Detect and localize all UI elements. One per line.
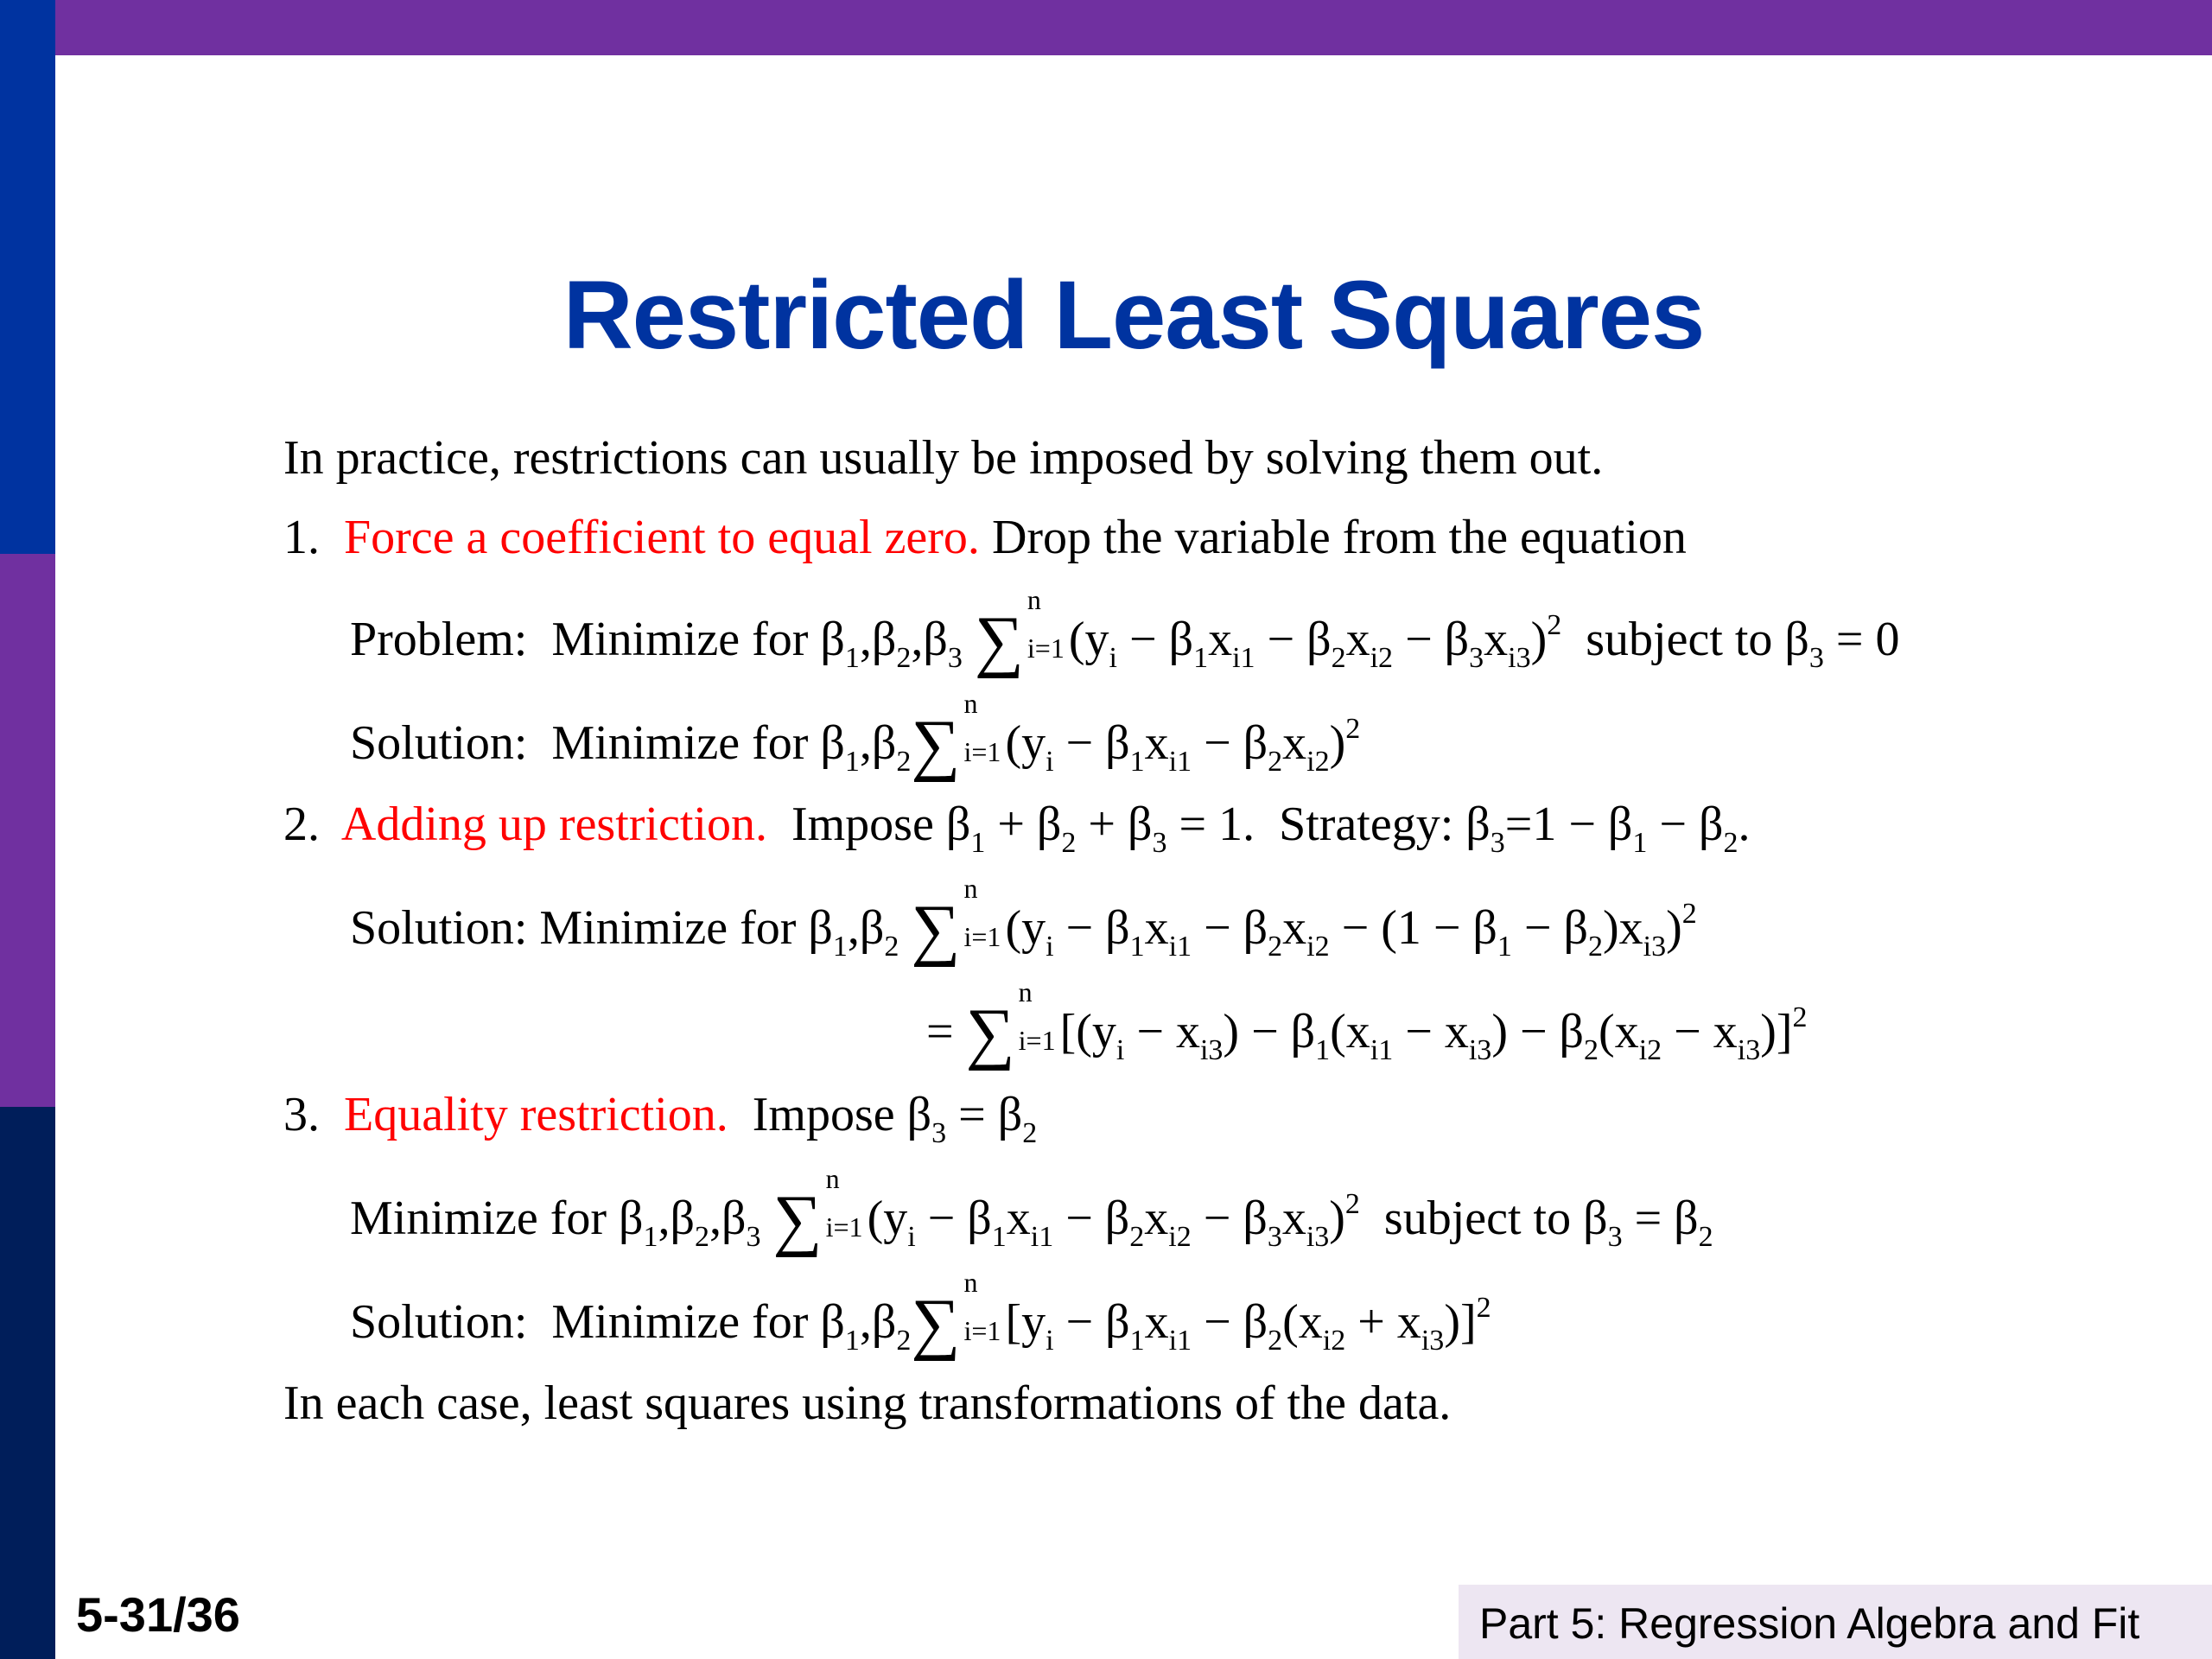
item-1-solution-equation: Solution: Minimize for $\beta_1,\beta_2\sum$ n i=1 $(y_i - \beta_1x_{i1} - \beta_2x_{i2})^2$ bbox=[350, 688, 1361, 783]
item-1-number: 1. bbox=[283, 511, 320, 564]
item-1 bbox=[283, 513, 1687, 562]
conclusion-text: In each case, least squares using transformations of the data. bbox=[283, 1376, 1452, 1430]
item-3-text: Impose $\beta_3 = \beta_2$ bbox=[752, 1088, 1038, 1149]
footer-part-label: Part 5: Regression Algebra and Fit bbox=[1479, 1599, 2140, 1648]
item-2-solution-continuation: = ∑ n i=1 $[(y_i - x_{i3}) - \beta_1(x_{i1} - x_{i3}) - \beta_2(x_{i2} - x_{i3})]^2$ bbox=[926, 976, 1808, 1071]
item-3-solution-equation: Solution: Minimize for $\beta_1,\beta_2\sum$ n i=1 $[y_i - \beta_1x_{i1} - \beta_2(x_{i2} + x_{i3})]^2$ bbox=[350, 1267, 1491, 1362]
slide-page-number: 5-31/36 bbox=[76, 1587, 240, 1642]
item-2 bbox=[283, 800, 1750, 858]
item-3-number: 3. bbox=[283, 1088, 320, 1141]
item-1-label: Force a coefficient to equal zero. bbox=[344, 511, 980, 564]
item-1-text: Drop the variable from the equation bbox=[991, 511, 1687, 564]
item-1-problem-equation: Problem: Minimize for $\beta_1,\beta_2,\beta_3$ ∑ n i=1 $(y_i - \beta_1x_{i1} - \beta_2x_{i2} - \beta_3x_{i3})^2$ subject to $\beta_3 = 0$ bbox=[350, 584, 1900, 679]
item-3-label: Equality restriction. bbox=[344, 1088, 728, 1141]
item-2-label: Adding up restriction. bbox=[340, 798, 767, 851]
item-2-solution-equation: Solution: Minimize for $\beta_1,\beta_2$ ∑ n i=1 $(y_i - \beta_1x_{i1} - \beta_2x_{i2} - (1 - \beta_1 - \beta_2)x_{i3})^2$ bbox=[350, 873, 1697, 968]
item-3-problem-equation: Minimize for $\beta_1,\beta_2,\beta_3$ ∑ n i=1 $(y_i - \beta_1x_{i1} - \beta_2x_{i2} - \beta_3x_{i3})^2$ subject to $\beta_3 = \beta_2$ bbox=[350, 1163, 1713, 1258]
item-3 bbox=[283, 1090, 1037, 1148]
item-2-text: Impose $\beta_1 + \beta_2 + \beta_3 = 1$. Strategy: $\beta_3=1 - \beta_1 - \beta_2$. bbox=[791, 798, 1751, 859]
item-2-number: 2. bbox=[283, 798, 320, 851]
slide-title: Restricted Least Squares bbox=[563, 261, 1705, 369]
intro-text: In practice, restrictions can usually be imposed by solving them out. bbox=[283, 431, 1604, 485]
